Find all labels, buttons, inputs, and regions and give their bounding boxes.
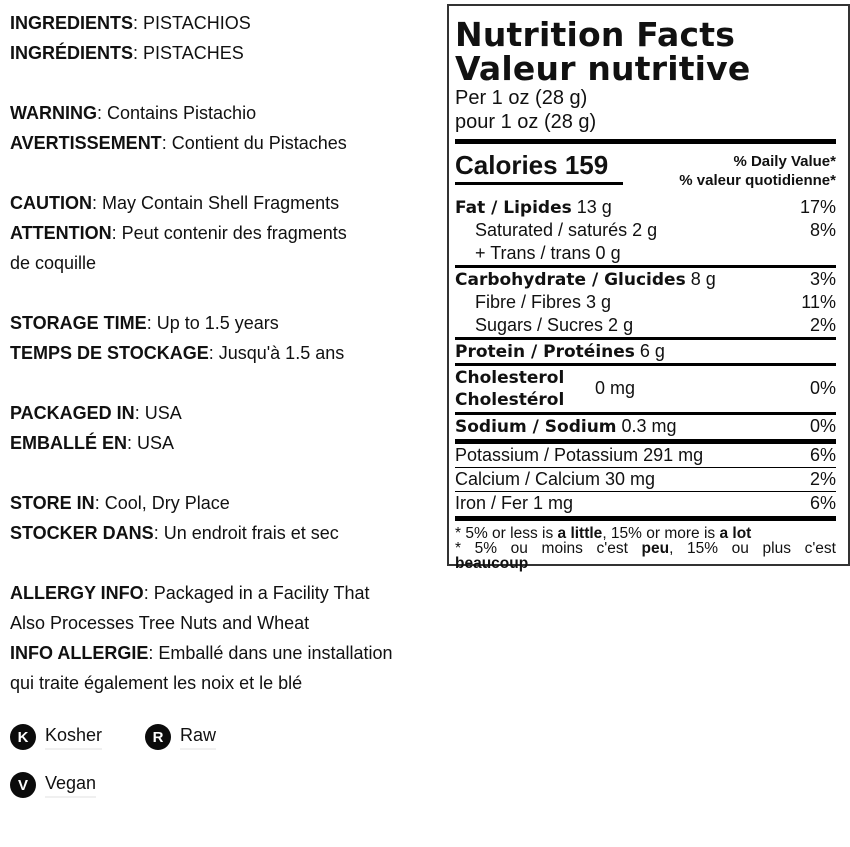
footnote-fr-cont: beaucoup xyxy=(455,555,529,572)
info-label: TEMPS DE STOCKAGE xyxy=(10,343,209,363)
info-label: STORAGE TIME xyxy=(10,313,147,333)
nutrient-row-sugars xyxy=(455,314,836,337)
nutrient-name: Potassium / Potassium 291 mg xyxy=(455,445,704,465)
info-value: Also Processes Tree Nuts and Wheat xyxy=(10,613,310,633)
info-line xyxy=(10,488,450,518)
footnote-fr: * 5% ou moins c'est peu, 15% ou plus c'est xyxy=(455,540,836,557)
info-label: WARNING xyxy=(10,103,97,123)
kosher-icon: K xyxy=(10,724,36,750)
info-block xyxy=(10,188,450,278)
info-label: ALLERGY INFO xyxy=(10,583,144,603)
info-label: INFO ALLERGIE xyxy=(10,643,149,663)
info-line xyxy=(10,608,450,638)
info-block xyxy=(10,8,450,68)
info-block xyxy=(10,488,450,548)
product-info xyxy=(10,8,450,728)
nutrient-name: + Trans / trans 0 g xyxy=(475,243,621,263)
footnote-en: * 5% or less is a little, 15% or more is a lot xyxy=(455,525,752,542)
info-line xyxy=(10,8,450,38)
info-value: : Contains Pistachio xyxy=(97,103,257,123)
info-value: : USA xyxy=(134,403,182,423)
nutrient-row-iron xyxy=(455,492,836,515)
nutrient-pct: 2% xyxy=(809,315,836,335)
info-line xyxy=(10,398,450,428)
badge-label: Raw xyxy=(180,725,216,750)
info-line xyxy=(10,248,450,278)
info-block xyxy=(10,308,450,368)
info-line xyxy=(10,128,450,158)
info-label: ATTENTION xyxy=(10,223,112,243)
nutrient-row-sodium xyxy=(455,415,836,438)
info-label: EMBALLÉ EN xyxy=(10,433,127,453)
nutrient-amount: 13 g xyxy=(571,197,612,217)
badge-vegan xyxy=(10,772,96,798)
nutrient-pct: 0% xyxy=(809,416,836,436)
nutrient-row-cholesterol xyxy=(455,366,836,412)
dv-fr: % valeur quotidienne* xyxy=(679,172,836,189)
info-line xyxy=(10,218,450,248)
info-value: : Jusqu'à 1.5 ans xyxy=(208,343,345,363)
nutrient-pct: 6% xyxy=(809,493,836,513)
info-block xyxy=(10,578,450,698)
daily-value-header xyxy=(679,152,836,190)
nutrient-name: Sugars / Sucres 2 g xyxy=(475,315,634,335)
info-label: INGREDIENTS xyxy=(10,13,134,33)
nutrient-pct: 2% xyxy=(809,469,836,489)
serving-size-en: Per 1 oz (28 g) xyxy=(455,87,588,109)
info-line xyxy=(10,98,450,128)
cholesterol-en: Cholesterol xyxy=(455,368,565,388)
badge-label: Vegan xyxy=(45,773,96,798)
nutrition-title-en: Nutrition Facts xyxy=(455,15,736,54)
info-value: : Peut contenir des fragments xyxy=(111,223,347,243)
nutrient-amount: 8 g xyxy=(685,269,716,289)
info-line xyxy=(10,578,450,608)
calories-row xyxy=(455,144,836,196)
info-value: : Up to 1.5 years xyxy=(146,313,279,333)
nutrient-name: Calcium / Calcium 30 mg xyxy=(455,469,656,489)
info-value: : PISTACHES xyxy=(133,43,244,63)
nutrient-row-calcium xyxy=(455,468,836,491)
cholesterol-fr: Cholestérol xyxy=(455,390,565,410)
nutrient-name: Fat / Lipides xyxy=(455,198,572,218)
badge-kosher xyxy=(10,724,102,750)
info-label: STORE IN xyxy=(10,493,95,513)
info-line xyxy=(10,428,450,458)
raw-icon: R xyxy=(145,724,171,750)
nutrient-name: Fibre / Fibres 3 g xyxy=(475,292,612,312)
info-value: : Un endroit frais et sec xyxy=(153,523,339,543)
nutrient-pct: 17% xyxy=(799,197,836,217)
nutrient-row-saturated xyxy=(455,219,836,242)
info-value: : PISTACHIOS xyxy=(133,13,251,33)
badge-raw xyxy=(145,724,216,750)
calories-label: Calories 159 xyxy=(455,150,609,180)
info-label: INGRÉDIENTS xyxy=(10,43,134,63)
info-block xyxy=(10,398,450,458)
nutrient-amount: 6 g xyxy=(634,341,665,361)
info-line xyxy=(10,668,450,698)
nutrient-name xyxy=(455,367,564,411)
nutrient-name: Saturated / saturés 2 g xyxy=(475,220,658,240)
nutrient-pct: 8% xyxy=(809,220,836,240)
info-label: PACKAGED IN xyxy=(10,403,135,423)
info-line xyxy=(10,188,450,218)
info-value: : Contient du Pistaches xyxy=(161,133,347,153)
info-block xyxy=(10,98,450,158)
divider xyxy=(455,516,836,521)
nutrient-name: Protein / Protéines xyxy=(455,342,635,362)
info-line xyxy=(10,338,450,368)
info-line xyxy=(10,518,450,548)
nutrient-name: Sodium / Sodium xyxy=(455,417,617,437)
vegan-icon: V xyxy=(10,772,36,798)
info-value: : Packaged in a Facility That xyxy=(143,583,370,603)
info-line xyxy=(10,638,450,668)
nutrient-name: Iron / Fer 1 mg xyxy=(455,493,574,513)
info-value: de coquille xyxy=(10,253,97,273)
nutrient-row-carbohydrate xyxy=(455,268,836,291)
nutrient-row-trans xyxy=(455,242,836,265)
calories-underline xyxy=(455,182,623,185)
nutrient-pct: 3% xyxy=(809,269,836,289)
nutrient-row-fibre xyxy=(455,291,836,314)
info-value: : Cool, Dry Place xyxy=(94,493,230,513)
info-value: : Emballé dans une installation xyxy=(148,643,393,663)
info-line xyxy=(10,38,450,68)
nutrient-pct: 6% xyxy=(809,445,836,465)
info-label: CAUTION xyxy=(10,193,92,213)
nutrient-pct: 0% xyxy=(809,378,836,398)
nutrient-pct: 11% xyxy=(801,292,836,312)
nutrient-amount: 0.3 mg xyxy=(616,416,677,436)
nutrient-name: Carbohydrate / Glucides xyxy=(455,270,686,290)
nutrient-row-potassium xyxy=(455,444,836,467)
info-value: qui traite également les noix et le blé xyxy=(10,673,303,693)
daily-value-footnote xyxy=(455,526,836,571)
nutrient-amount: 0 mg xyxy=(595,378,636,398)
info-label: AVERTISSEMENT xyxy=(10,133,162,153)
dv-en: % Daily Value* xyxy=(733,153,836,170)
nutrient-row-protein xyxy=(455,340,836,363)
info-line xyxy=(10,308,450,338)
nutrition-facts-panel xyxy=(447,4,850,572)
serving-size-fr: pour 1 oz (28 g) xyxy=(455,111,597,133)
badge-label: Kosher xyxy=(45,725,102,750)
info-value: : USA xyxy=(127,433,175,453)
info-label: STOCKER DANS xyxy=(10,523,154,543)
nutrition-title-fr: Valeur nutritive xyxy=(455,49,751,88)
info-value: : May Contain Shell Fragments xyxy=(92,193,340,213)
nutrient-row-fat xyxy=(455,196,836,219)
